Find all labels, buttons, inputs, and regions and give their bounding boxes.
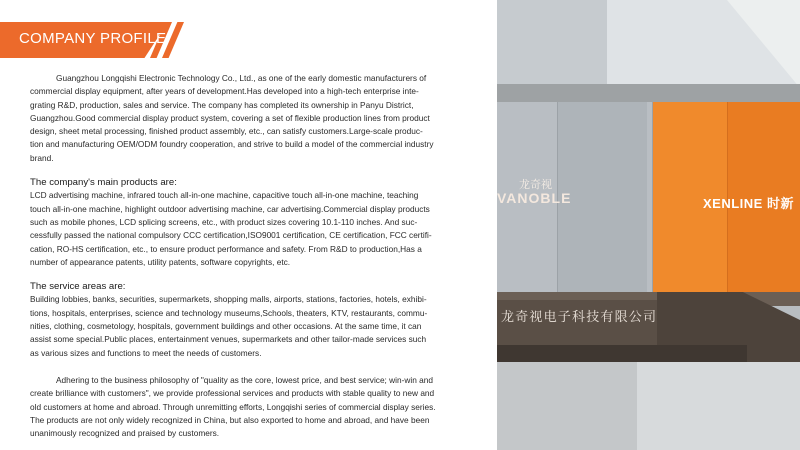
intro-paragraph xyxy=(30,72,470,165)
ceiling-trim xyxy=(497,84,800,102)
text-line: old customers at home and abroad. Through unremitting efforts, Longqishi series of commercial display series. xyxy=(30,401,436,412)
service-section xyxy=(30,280,470,360)
desk-shadow xyxy=(497,345,747,362)
text-line: design, sheet metal processing, finished product assembly, etc., can satisfy customers.Large-scale produc- xyxy=(30,126,423,137)
sign-logo-right: XENLINE 时新 xyxy=(703,196,794,211)
philosophy-paragraph xyxy=(30,374,470,440)
text-line: tion and manufacturing OEM/ODM foundry cooperation, and strive to build a model of the commercial industry xyxy=(30,139,434,150)
text-line: grating R&D, production, sales and service. The company has completed its ownership in Panyu District, xyxy=(30,99,414,110)
products-section xyxy=(30,176,470,269)
text-line: commercial display equipment, after years of development.Has developed into a high-tech enterprise inte- xyxy=(30,86,419,97)
section-banner xyxy=(0,22,188,58)
text-line: as various sizes and functions to meet the needs of customers. xyxy=(30,347,262,358)
panel-seam xyxy=(652,102,653,302)
text-line: such as mobile phones, LCD splicing screens, etc., with product sizes covering 10.1-110 inches. And suc- xyxy=(30,216,418,227)
profile-text xyxy=(30,72,470,440)
text-line: Guangzhou Longqishi Electronic Technology Co., Ltd., as one of the early domestic manufacturers of xyxy=(56,73,427,83)
text-line: tions, hospitals, enterprises, science and technology museums,Schools, theaters, KTV, restaurants, commu- xyxy=(30,307,428,318)
office-photo xyxy=(497,0,800,450)
text-line: brand. xyxy=(30,152,54,163)
ceiling-shadow xyxy=(497,0,607,88)
sign-logo-left: VANOBLE xyxy=(497,190,572,206)
text-line: Adhering to the business philosophy of "quality as the core, lowest price, and best service; win-win and xyxy=(56,374,433,385)
text-line: Building lobbies, banks, securities, supermarkets, shopping malls, airports, stations, factories, hotels, exhibi- xyxy=(30,294,427,305)
text-line: unanimously recognized and praised by customers. xyxy=(30,428,220,439)
text-line: Guangzhou.Good commercial display product system, covering a set of flexible production lines from product xyxy=(30,112,430,123)
text-line: cessfully passed the national compulsory CCC certification,ISO9001 certification, CE certification, FCC certifi- xyxy=(30,230,432,241)
text-line: number of appearance patents, utility patents, software copyrights, etc. xyxy=(30,256,291,267)
text-line: LCD advertising machine, infrared touch all-in-one machine, capacitive touch all-in-one machine, teaching xyxy=(30,190,419,201)
text-line: touch all-in-one machine, highlight outdoor advertising machine, car advertising.Commercial display products xyxy=(30,203,430,214)
text-line: cation, RO-HS certification, etc., to ensure product performance and safety. From R&D to production,Has a xyxy=(30,243,422,254)
text-line: nities, clothing, cosmetology, hospitals, government buildings and other occasions. At the same time, it can xyxy=(30,321,422,332)
desk-company-name: 龙奇视电子科技有限公司 xyxy=(501,309,658,324)
text-line: assist some special.Public places, entertainment venues, supermarkets and other tailor-made services such xyxy=(30,334,427,345)
service-heading: The service areas are: xyxy=(30,281,126,293)
sign-logo-chinese: 龙奇视 xyxy=(519,179,552,191)
floor-highlight xyxy=(637,362,800,450)
text-line: The products are not only widely recognized in China, but also exported to home and abroad, and have been xyxy=(30,414,430,425)
products-heading: The company's main products are: xyxy=(30,177,177,189)
page-title: COMPANY PROFILE xyxy=(19,30,167,47)
text-line: create brilliance with customers", we provide professional services and products with stable quality to new and xyxy=(30,388,435,399)
